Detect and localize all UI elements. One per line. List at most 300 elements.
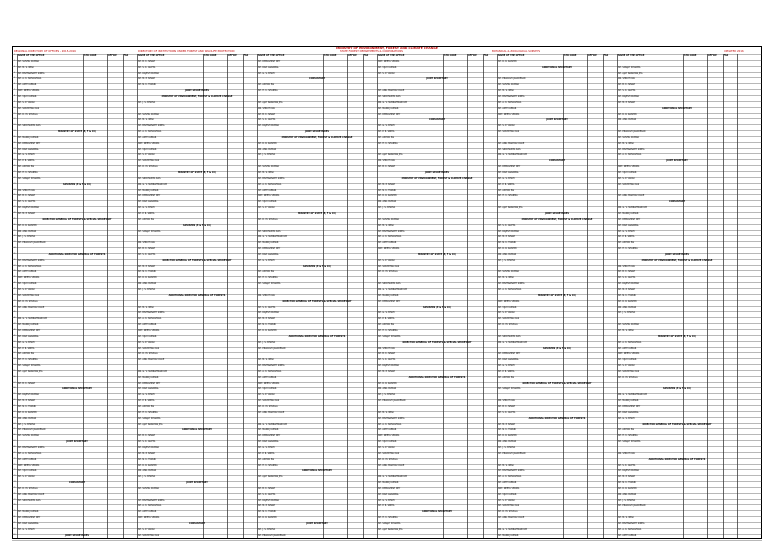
section-header: ADDITIONAL SECRETARY <box>662 106 692 110</box>
office-name-cell: SH. A. K. SRIVASTAVA <box>18 77 42 81</box>
row-number: 16 <box>13 142 16 144</box>
row-number: 7 <box>13 90 15 92</box>
section-header: ADDITIONAL SECRETARY <box>62 387 92 391</box>
row-number: 55 <box>13 370 16 372</box>
row-number: 3 <box>13 66 15 68</box>
section-header: JOINT SECRETARY <box>666 159 688 163</box>
office-name-cell: SH. M. P. SINGH <box>498 422 516 426</box>
office-name-cell: SH. SANJAY SHARMA <box>18 176 41 180</box>
section-header: MINISTRY OF STATE (E, F & CC) <box>177 171 217 174</box>
row-number: 59 <box>13 394 16 396</box>
office-name-cell: SH. RAVI AGRAWAL <box>618 410 639 414</box>
office-name-cell: SH. M. S. NEGI <box>258 171 274 174</box>
office-name-cell: SH. PRAKASH JAVADEKAR <box>258 533 286 537</box>
office-name-cell: SH. VIJAY KUMAR <box>138 334 157 338</box>
office-name-cell: DR. ANIL KUMAR <box>18 229 37 233</box>
office-name-cell: SH. S. P. YADAV <box>378 258 395 262</box>
office-name-cell: SH. M. S. NEGI <box>258 358 274 362</box>
office-name-cell: DR. G. V. SUBRAHMANYAM <box>18 317 47 321</box>
section-header: DIRECTOR GENERAL OF FORESTS & SPECIAL SECRETARY <box>282 299 352 303</box>
row-number: 17 <box>13 148 16 150</box>
section-header: DIRECTOR GENERAL OF FORESTS & SPECIAL SECRETARY <box>402 340 472 344</box>
office-name-cell: SH. A. K. SRIVASTAVA <box>138 504 162 508</box>
office-name-cell: DR. SHRUTI RAI <box>378 346 395 350</box>
office-name-cell: SH. SOUMITRA DAS <box>498 317 520 321</box>
office-name-cell: SH. H. K. SHARMA <box>618 247 638 251</box>
office-name-cell: DR. ANIL KUMAR <box>618 118 637 122</box>
office-name-cell: SH. PRAKASH JAVADEKAR <box>498 77 526 81</box>
office-name-cell: SH. S. K. GUPTA <box>378 358 396 362</box>
office-name-cell: SH. SANJAY SHARMA <box>378 334 401 338</box>
row-number: 10 <box>13 107 16 109</box>
office-name-cell: SH. N. K. TIWARI <box>378 188 396 192</box>
office-name-cell: DR. G. V. SUBRAHMANYAM <box>378 288 407 291</box>
office-name-cell: SMT. NEETA VERMA <box>258 194 280 198</box>
row-number: 49 <box>13 335 16 337</box>
office-name-cell: SH. B. K. SINGH <box>258 112 276 116</box>
office-name-cell: SH. S. P. YADAV <box>498 124 515 128</box>
section-header: ADDITIONAL SECRETARY <box>542 65 572 69</box>
office-name-cell: SH. BISHWANATH SINHA <box>18 445 45 449</box>
office-name-cell: SH. ASHOK PAI <box>138 217 155 221</box>
column-header: OFFICE <box>108 54 117 57</box>
section-header: ADVISERS (E & F & CC) <box>182 223 212 227</box>
office-name-cell: SH. J. S. BHATIA <box>138 100 156 104</box>
office-name-cell: SH. M. S. NEGI <box>618 328 634 332</box>
office-name-cell: SH. S. P. YADAV <box>18 475 35 479</box>
section-header: JOINT SECRETARIES <box>304 130 329 134</box>
office-name-cell: SH. VIJAY KUMAR <box>258 387 277 391</box>
office-name-cell: SH. SANJAY SHARMA <box>378 522 401 525</box>
office-name-cell: SH. N. K. TIWARI <box>498 241 516 245</box>
row-number: 41 <box>13 289 16 290</box>
office-name-cell: SH. RAVI AGRAWAL <box>618 223 639 227</box>
office-name-cell: SH. S. P. YADAV <box>378 71 395 75</box>
office-name-cell: SH. AMIT KUMAR <box>618 533 637 537</box>
office-name-cell: SH. BISHWANATH SINHA <box>138 498 165 502</box>
office-name-cell: SH. RAVI AGRAWAL <box>138 200 159 204</box>
office-name-cell: SH. G. S. BHATI <box>258 71 275 75</box>
office-name-cell: SH. BISHWANATH SINHA <box>498 94 525 98</box>
section-header: ADDITIONAL SECRETARY <box>422 510 452 514</box>
office-name-cell: DR. G. V. SUBRAHMANYAM <box>498 153 527 157</box>
row-number: 29 <box>13 218 16 220</box>
office-name-cell: SH. S. K. GUPTA <box>258 118 276 122</box>
row-number: 69 <box>13 452 16 454</box>
office-name-cell: SH. VIJAY KUMAR <box>138 147 157 151</box>
office-name-cell: SH. A. K. SRIVASTAVA <box>378 422 402 426</box>
office-name-cell: SH. AJAY NARAYAN JHA <box>18 369 43 373</box>
office-name-cell: SH. RAVI AGRAWAL <box>18 522 39 525</box>
office-name-cell: SH. MANOJ KUMAR <box>138 188 159 192</box>
office-name-cell: SH. S. P. YADAV <box>138 527 155 531</box>
office-name-cell: SH. MANOJ KUMAR <box>258 428 279 432</box>
office-name-cell: SH. M. P. SINGH <box>258 504 276 508</box>
column-header: NAME OF THE OFFICE <box>618 54 645 57</box>
row-number: 5 <box>13 78 15 80</box>
office-name-cell: SH. RAJESH KUMAR <box>258 311 279 315</box>
office-name-cell: SH. DEBASHISH DEY <box>18 516 41 520</box>
office-name-cell: SH. SOUMITRA DAS <box>138 533 160 537</box>
office-name-cell: SH. M. P. SINGH <box>138 451 156 455</box>
office-name-cell: SH. J. S. BHATIA <box>258 527 276 531</box>
office-name-cell: SH. ASHOK PAI <box>498 375 515 379</box>
row-number: 45 <box>13 312 16 314</box>
office-name-cell: DR. G. V. SUBRAHMANYAM <box>258 422 287 426</box>
grid-column-line <box>123 54 124 539</box>
office-name-cell: SH. ASHOK PAI <box>18 352 35 356</box>
office-name-cell: SH. S. P. YADAV <box>378 445 395 449</box>
office-name-cell: SH. M. S. NEGI <box>138 118 154 122</box>
row-number: 56 <box>13 376 16 378</box>
section-header: ADVISERS (E & F & CC) <box>62 182 92 186</box>
office-name-cell: SH. H. K. SHARMA <box>498 194 518 198</box>
office-name-cell: SH. J. S. BHATIA <box>138 475 156 479</box>
section-header: JOINT SECRETARIES <box>424 171 449 174</box>
section-header: MINISTRY OF ENVIRONMENT, FOREST & CLIMATE CHANGE <box>281 135 353 139</box>
row-number: 58 <box>13 388 16 390</box>
office-name-cell: SH. MANOJ KUMAR <box>378 481 399 485</box>
subheader: UPDATED 2016 <box>724 50 744 53</box>
section-header: ADVISERS (E & F & CC) <box>542 346 572 350</box>
section-header: JOINT SECRETARY <box>66 440 88 444</box>
office-name-cell: SH. AMIT KUMAR <box>378 428 397 432</box>
sheet-title: MINISTRY OF ENVIRONMENT, FOREST AND CLIMATE CHANGE <box>336 46 438 50</box>
office-name-cell: SH. G. S. BHATI <box>378 124 395 128</box>
section-header: DIRECTOR GENERAL OF FORESTS & SPECIAL SECRETARY <box>642 422 712 426</box>
office-name-cell: SH. SUSHIL KUMAR <box>138 112 159 116</box>
office-name-cell: SH. J. S. BHATIA <box>378 393 396 397</box>
office-name-cell: SMT. NEETA VERMA <box>618 165 640 169</box>
office-name-cell: SH. ANIL MADHAV DAVE <box>18 305 45 309</box>
office-name-cell: SH. DEBASHISH DEY <box>258 247 281 251</box>
office-name-cell: SH. DEBASHISH DEY <box>498 165 521 169</box>
office-name-cell: SH. D. M. SHUKLA <box>258 405 278 408</box>
office-name-cell: SH. M. P. SINGH <box>18 211 36 215</box>
office-name-cell: DR. SHRUTI RAI <box>378 159 395 163</box>
office-name-cell: SH. SUSHIL KUMAR <box>498 270 519 274</box>
office-name-cell: SH. BISHWANATH SINHA <box>138 124 165 128</box>
office-name-cell: DR. G. V. SUBRAHMANYAM <box>378 100 407 104</box>
column-header: OFFICE <box>588 54 597 57</box>
row-number: 4 <box>13 72 15 74</box>
column-header: OFFICE <box>228 54 237 57</box>
row-number: 28 <box>13 212 16 214</box>
office-name-cell: SH. R. R. RASHMI <box>618 486 637 490</box>
office-name-cell: SH. P. R. SINHA <box>378 130 395 134</box>
grid-row-line <box>12 540 762 541</box>
office-name-cell: SH. D. M. SHUKLA <box>498 323 518 327</box>
row-number: 60 <box>13 400 16 402</box>
office-name-cell: SH. VIJAY KUMAR <box>618 171 637 174</box>
grid-column-line <box>363 54 364 539</box>
office-name-cell: SH. S. P. YADAV <box>258 393 275 397</box>
office-name-cell: SH. B. K. SINGH <box>258 486 276 490</box>
office-name-cell: SH. MANOJ KUMAR <box>18 323 39 327</box>
office-name-cell: SH. AMIT KUMAR <box>498 481 517 485</box>
office-name-cell: SH. SUSHIL KUMAR <box>138 486 159 490</box>
office-name-cell: SH. PRAKASH JAVADEKAR <box>258 346 286 350</box>
office-name-cell: SH. P. R. SINHA <box>618 235 635 239</box>
office-name-cell: SH. DEBASHISH DEY <box>378 486 401 490</box>
row-number: 52 <box>13 353 16 355</box>
row-number: 13 <box>13 125 16 127</box>
office-name-cell: SH. AJAY NARAYAN JHA <box>378 527 403 531</box>
office-name-cell: SH. MANOJ KUMAR <box>138 375 159 379</box>
office-name-cell: SH. A. K. SRIVASTAVA <box>138 317 162 321</box>
office-name-cell: SH. MANOJ KUMAR <box>498 533 519 537</box>
office-name-cell: DR. ANIL KUMAR <box>138 282 157 286</box>
office-name-cell: SH. S. P. YADAV <box>498 311 515 315</box>
row-number: 31 <box>13 230 16 232</box>
office-name-cell: SMT. NEETA VERMA <box>18 463 40 467</box>
office-name-cell: DR. G. V. SUBRAHMANYAM <box>138 182 167 186</box>
office-name-cell: SH. PRAKASH JAVADEKAR <box>18 241 46 245</box>
office-name-cell: SH. ANIL MADHAV DAVE <box>138 358 165 362</box>
office-name-cell: SH. SANJAY SHARMA <box>138 416 161 420</box>
section-header: ADDITIONAL SECRETARY <box>182 428 212 432</box>
office-name-cell: SMT. NEETA VERMA <box>138 328 160 332</box>
office-name-cell: SH. S. K. GUPTA <box>618 463 636 467</box>
section-header: ADDITIONAL DIRECTOR GENERAL OF FORESTS <box>168 293 226 297</box>
section-header: MINISTRY OF ENVIRONMENT, FOREST & CLIMATE CHANGE <box>521 217 593 221</box>
office-name-cell: SH. RAVI AGRAWAL <box>258 65 279 69</box>
office-name-cell: DR. G. V. SUBRAHMANYAM <box>498 340 527 344</box>
office-name-cell: SH. DEBASHISH DEY <box>618 217 641 221</box>
office-name-cell: SH. MANOJ KUMAR <box>258 241 279 245</box>
office-name-cell: SH. H. K. SHARMA <box>378 516 398 520</box>
section-header: ADDITIONAL DIRECTOR GENERAL OF FORESTS <box>648 457 706 461</box>
office-name-cell: SH. S. P. YADAV <box>138 340 155 344</box>
office-name-cell: SH. ANIL MADHAV DAVE <box>258 410 285 414</box>
section-header: MINISTRY OF STATE (E, F & CC) <box>537 293 577 297</box>
office-name-cell: SH. J. S. BHATIA <box>498 445 516 449</box>
office-name-cell: SH. H. K. SHARMA <box>258 463 278 467</box>
row-number: 15 <box>13 136 16 138</box>
section-header: ADDITIONAL DIRECTOR GENERAL OF FORESTS <box>408 375 466 379</box>
office-name-cell: SH. N. K. TIWARI <box>258 510 276 514</box>
section-header: DIRECTOR GENERAL OF FORESTS & SPECIAL SECRETARY <box>42 217 112 221</box>
section-header: DIRECTOR GENERAL OF FORESTS & SPECIAL SECRETARY <box>522 381 592 385</box>
office-name-cell: SH. RAVI AGRAWAL <box>258 440 279 444</box>
office-name-cell: DR. ANIL KUMAR <box>378 200 397 204</box>
office-name-cell: SH. DEBASHISH DEY <box>378 112 401 116</box>
office-name-cell: SH. SIDDHANTA DAS <box>498 147 521 151</box>
office-name-cell: DR. ANIL KUMAR <box>378 387 397 391</box>
office-name-cell: SH. RAVI AGRAWAL <box>258 252 279 256</box>
office-name-cell: SH. R. R. RASHMI <box>618 299 637 303</box>
office-name-cell: SH. ASHOK PAI <box>378 323 395 327</box>
office-name-cell: SH. A. K. SRIVASTAVA <box>498 288 522 291</box>
office-name-cell: SH. VIJAY KUMAR <box>498 492 517 496</box>
office-name-cell: SH. S. K. GUPTA <box>618 89 636 93</box>
office-name-cell: SH. SOUMITRA DAS <box>18 293 40 297</box>
office-name-cell: SH. AMIT KUMAR <box>498 106 517 110</box>
row-number: 44 <box>13 306 16 308</box>
office-name-cell: SH. SIDDHANTA DAS <box>18 124 41 128</box>
office-name-cell: SH. M. S. NEGI <box>18 65 34 69</box>
row-number: 37 <box>13 265 16 267</box>
office-name-cell: SH. H. K. SHARMA <box>258 89 278 93</box>
row-number: 74 <box>13 482 16 484</box>
office-name-cell: DR. SHRUTI RAI <box>258 106 275 110</box>
office-name-cell: SH. H. K. SHARMA <box>138 410 158 414</box>
section-header: ADVISERS (E & F & CC) <box>662 387 692 391</box>
grid-column-line <box>761 54 762 539</box>
row-number: 54 <box>13 365 16 367</box>
column-header: FAX <box>483 54 489 57</box>
office-name-cell: SH. J. S. BHATIA <box>18 422 36 426</box>
column-header: STD CODE <box>684 54 697 57</box>
row-number: 30 <box>13 224 16 226</box>
office-name-cell: DR. SHRUTI RAI <box>618 77 635 81</box>
office-name-cell: SH. D. M. SHUKLA <box>498 510 518 514</box>
row-number: 47 <box>13 324 16 326</box>
office-name-cell: SH. G. S. BHATI <box>618 416 635 420</box>
office-name-cell: DR. ANIL KUMAR <box>498 252 517 256</box>
column-header: FAX <box>123 54 129 57</box>
office-name-cell: SH. G. S. BHATI <box>258 445 275 449</box>
row-number: 64 <box>13 423 16 425</box>
office-name-cell: SH. AJAY NARAYAN JHA <box>498 206 523 210</box>
office-name-cell: SH. R. R. RASHMI <box>498 434 517 438</box>
office-name-cell: SH. M. P. SINGH <box>618 100 636 104</box>
office-name-cell: SH. A. K. SRIVASTAVA <box>18 451 42 455</box>
row-number: 34 <box>13 248 16 250</box>
office-name-cell: SH. P. R. SINHA <box>138 211 155 215</box>
office-name-cell: SH. AMIT KUMAR <box>378 241 397 245</box>
office-name-cell: SH. B. K. SINGH <box>378 165 396 169</box>
office-name-cell: SH. SIDDHANTA DAS <box>258 229 281 233</box>
row-number: 38 <box>13 271 16 273</box>
office-name-cell: SH. R. R. RASHMI <box>258 516 277 520</box>
office-name-cell: SH. RAJESH KUMAR <box>618 469 639 473</box>
row-number: 36 <box>13 259 16 261</box>
office-name-cell: SH. ANIL MADHAV DAVE <box>378 463 405 467</box>
office-name-cell: SH. G. S. BHATI <box>258 258 275 262</box>
office-name-cell: SH. H. K. SHARMA <box>378 328 398 332</box>
office-name-cell: SH. SUSHIL KUMAR <box>378 217 399 221</box>
office-name-cell: SH. P. R. SINHA <box>498 369 515 373</box>
subheader: BOTANICAL & ZOOLOGICAL SURVEYS <box>492 50 541 53</box>
row-number: 35 <box>13 253 16 255</box>
office-name-cell: SH. RAVI AGRAWAL <box>18 147 39 151</box>
office-name-cell: DR. G. V. SUBRAHMANYAM <box>618 206 647 210</box>
office-name-cell: SH. A. K. SRIVASTAVA <box>618 527 642 531</box>
row-number: 76 <box>13 493 16 495</box>
office-name-cell: SH. MANOJ KUMAR <box>18 135 39 139</box>
office-name-cell: SH. B. K. SINGH <box>378 352 396 356</box>
row-number: 19 <box>13 160 16 162</box>
office-name-cell: SH. VIJAY KUMAR <box>618 358 637 362</box>
section-header: ADVISERS (E & F & CC) <box>302 264 332 268</box>
office-name-cell: SH. RAJESH KUMAR <box>138 445 159 449</box>
office-name-cell: SH. G. S. BHATI <box>498 176 515 180</box>
section-header: ADDITIONAL DIRECTOR GENERAL OF FORESTS <box>528 416 586 420</box>
office-name-cell: SH. B. K. SINGH <box>498 405 516 408</box>
section-header: ADVISERS (E & F & CC) <box>422 305 452 309</box>
office-name-cell: SMT. NEETA VERMA <box>18 89 40 93</box>
office-name-cell: SH. RAJESH KUMAR <box>138 71 159 75</box>
row-number: 2 <box>13 60 15 62</box>
office-name-cell: SH. DEBASHISH DEY <box>498 352 521 356</box>
row-number: 27 <box>13 207 16 209</box>
office-name-cell: SH. G. S. BHATI <box>138 393 155 397</box>
office-name-cell: SH. S. K. GUPTA <box>498 410 516 414</box>
office-name-cell: SH. SIDDHANTA DAS <box>378 94 401 98</box>
office-name-cell: SH. A. K. SRIVASTAVA <box>378 235 402 239</box>
office-name-cell: SH. SANJAY SHARMA <box>618 65 641 69</box>
office-name-cell: SH. BISHWANATH SINHA <box>618 522 645 525</box>
office-name-cell: SH. AMIT KUMAR <box>138 135 157 139</box>
office-name-cell: SH. M. P. SINGH <box>138 77 156 81</box>
office-name-cell: SH. RAJESH KUMAR <box>18 393 39 397</box>
directory-grid <box>12 54 762 539</box>
row-number: 24 <box>13 189 16 191</box>
office-name-cell: SH. AJAY NARAYAN JHA <box>138 422 163 426</box>
section-header: CONSULTANT <box>668 200 685 204</box>
row-number: 75 <box>13 487 16 489</box>
row-number: 63 <box>13 417 16 419</box>
office-name-cell: SH. M. S. NEGI <box>618 516 634 520</box>
office-name-cell: SH. ASHOK PAI <box>258 457 275 461</box>
section-header: ADDITIONAL DIRECTOR GENERAL OF FORESTS <box>288 334 346 338</box>
office-name-cell: SH. SOUMITRA DAS <box>378 264 400 268</box>
section-header: JOINT SECRETARY <box>186 481 208 485</box>
row-number: 26 <box>13 201 16 203</box>
office-name-cell: SH. BISHWANATH SINHA <box>498 282 525 286</box>
row-number: 73 <box>13 476 16 478</box>
column-header: NAME OF THE OFFICE <box>258 54 285 57</box>
office-name-cell: SH. S. P. YADAV <box>618 364 635 368</box>
office-name-cell: SH. A. K. SRIVASTAVA <box>18 264 42 268</box>
office-name-cell: SH. AMIT KUMAR <box>258 188 277 192</box>
office-name-cell: SH. VIJAY KUMAR <box>378 65 397 69</box>
subheader: DIRECTORY OF INSTITUTIONS UNDER FOREST AND WILDLIFE PROTECTION <box>138 50 235 53</box>
row-number: 32 <box>13 236 16 238</box>
column-header: FAX <box>603 54 609 57</box>
row-number: 70 <box>13 458 16 460</box>
row-number: 1 <box>13 55 15 56</box>
section-header: DIRECTOR GENERAL OF FORESTS & SPECIAL SECRETARY <box>162 258 232 262</box>
office-name-cell: SH. SANJAY SHARMA <box>138 229 161 233</box>
office-name-cell: SH. SUSHIL KUMAR <box>618 135 639 139</box>
row-number: 6 <box>13 84 15 86</box>
office-name-cell: SH. ASHOK PAI <box>258 83 275 87</box>
office-name-cell: SH. P. R. SINHA <box>378 317 395 321</box>
row-number: 77 <box>13 499 16 501</box>
office-name-cell: SH. S. K. GUPTA <box>258 492 276 496</box>
row-number: 80 <box>13 517 16 519</box>
office-name-cell: SH. P. R. SINHA <box>138 399 155 403</box>
office-name-cell: SH. ASHOK PAI <box>258 270 275 274</box>
office-name-cell: SH. DEBASHISH DEY <box>618 405 641 408</box>
office-name-cell: SH. P. R. SINHA <box>18 159 35 163</box>
section-header: CONSULTANT <box>308 77 325 81</box>
office-name-cell: SH. B. K. SINGH <box>138 59 156 63</box>
office-name-cell: DR. G. V. SUBRAHMANYAM <box>618 393 647 397</box>
row-number: 57 <box>13 382 16 384</box>
office-name-cell: SH. ANIL MADHAV DAVE <box>18 492 45 496</box>
office-name-cell: SH. AMIT KUMAR <box>138 323 157 327</box>
office-name-cell: DR. G. V. SUBRAHMANYAM <box>498 527 527 531</box>
office-name-cell: SH. ANIL MADHAV DAVE <box>498 141 525 145</box>
office-name-cell: SH. SUSHIL KUMAR <box>618 323 639 327</box>
office-name-cell: SH. N. K. TIWARI <box>138 83 156 87</box>
office-name-cell: DR. ANIL KUMAR <box>258 147 277 151</box>
office-name-cell: SH. R. R. RASHMI <box>258 141 277 145</box>
office-name-cell: SH. SUSHIL KUMAR <box>18 434 39 438</box>
